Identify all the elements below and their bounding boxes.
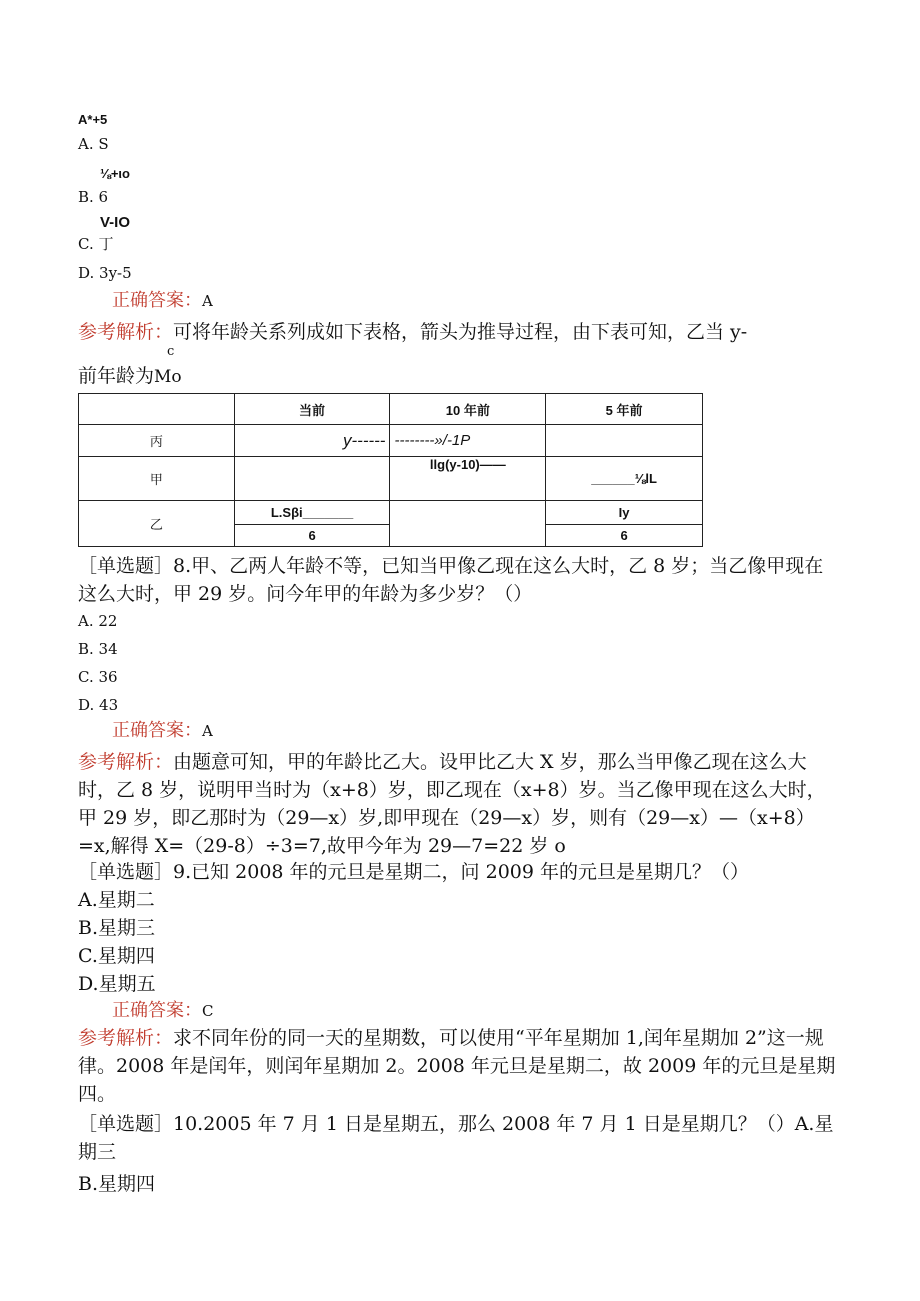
analysis-superscript: c bbox=[167, 344, 175, 359]
option-a[interactable]: A. 22 bbox=[78, 612, 118, 630]
table-cell: y------ bbox=[234, 425, 390, 457]
analysis-line2-text: 前年龄为 bbox=[78, 365, 155, 387]
table-header: 当前 bbox=[234, 394, 390, 425]
option-b[interactable]: B.星期四 bbox=[78, 1173, 156, 1195]
table-header: 10 年前 bbox=[390, 394, 546, 425]
row-label: 乙 bbox=[79, 501, 235, 547]
table-cell bbox=[234, 457, 390, 501]
question-10: ［单选题］10.2005 年 7 月 1 日是星期五，那么 2008 年 7 月 1 日是星期几？（）A.星期三 bbox=[78, 1113, 834, 1163]
table-cell: ______⅛lL bbox=[546, 457, 703, 501]
table-cell: L.Sβi_______ bbox=[234, 501, 390, 525]
age-table bbox=[78, 393, 703, 547]
answer-label: 正确答案： bbox=[112, 720, 202, 741]
question-8: ［单选题］8.甲、乙两人年龄不等，已知当甲像乙现在这么大时，乙 8 岁；当乙像甲现在这么大时，甲 29 岁。问今年甲的年龄为多少岁？（） bbox=[78, 555, 824, 605]
answer-value: C bbox=[202, 1002, 214, 1020]
table-cell: --------»/-1P bbox=[390, 425, 546, 457]
answer-label: 正确答案： bbox=[112, 1000, 202, 1021]
option-c[interactable]: C.星期四 bbox=[78, 945, 155, 967]
option-a[interactable]: A. S bbox=[78, 135, 109, 153]
option-c[interactable]: C. 丁 bbox=[78, 235, 114, 253]
table-cell: 6 bbox=[234, 525, 390, 547]
option-hint-b: ⅛+ιo bbox=[100, 166, 130, 181]
row-label: 丙 bbox=[79, 425, 235, 457]
analysis-label: 参考解析： bbox=[78, 1027, 174, 1049]
analysis-q7-line2 bbox=[78, 362, 182, 391]
analysis-text: 由题意可知，甲的年龄比乙大。设甲比乙大 X 岁，那么当甲像乙现在这么大时，乙 8 岁，说明甲当时为（x+8）岁，即乙现在（x+8）岁。当乙像甲现在这么大时，甲 29 岁，即乙那时为（29—x）岁,即甲现在（29—x）岁，则有（29—x）—（x+8）=x,解得 X=（29-8）÷3=7,故甲今年为 29—7=22 岁 o bbox=[78, 751, 826, 857]
answer-q9 bbox=[112, 1000, 213, 1022]
answer-value: A bbox=[202, 722, 213, 740]
row-label: 甲 bbox=[79, 457, 235, 501]
answer-value: A bbox=[202, 292, 213, 310]
table-header bbox=[79, 394, 235, 425]
answer-q8 bbox=[112, 720, 213, 742]
option-b[interactable]: B. 6 bbox=[78, 188, 109, 206]
option-b[interactable]: B.星期三 bbox=[78, 917, 156, 939]
table-cell bbox=[546, 425, 703, 457]
table-cell bbox=[390, 501, 546, 547]
table-cell: llg(y-10)—— bbox=[390, 457, 546, 501]
answer-label: 正确答案： bbox=[112, 290, 202, 311]
answer-q7 bbox=[112, 290, 213, 312]
option-d[interactable]: D.星期五 bbox=[78, 973, 156, 995]
analysis-q9 bbox=[78, 1024, 838, 1108]
option-b[interactable]: B. 34 bbox=[78, 640, 118, 658]
option-d[interactable]: D. 3y-5 bbox=[78, 264, 132, 282]
option-c[interactable]: C. 36 bbox=[78, 668, 118, 686]
table-cell: Iy bbox=[546, 501, 703, 525]
question-9: ［单选题］9.已知 2008 年的元旦是星期二，问 2009 年的元旦是星期几？（） bbox=[78, 861, 749, 883]
option-a[interactable]: A.星期二 bbox=[78, 889, 155, 911]
analysis-q8 bbox=[78, 748, 838, 860]
table-cell: 6 bbox=[546, 525, 703, 547]
analysis-text: 求不同年份的同一天的星期数，可以使用“平年星期加 1,闰年星期加 2”这一规律。2008 年是闰年，则闰年星期加 2。2008 年元旦是星期二，故 2009 年的元旦是星期四。 bbox=[78, 1027, 836, 1105]
analysis-line2-value: Mo bbox=[154, 367, 182, 387]
analysis-label: 参考解析： bbox=[78, 751, 174, 773]
option-hint-a: A*+5 bbox=[78, 112, 108, 127]
table-header: 5 年前 bbox=[546, 394, 703, 425]
analysis-text: 可将年龄关系列成如下表格，箭头为推导过程，由下表可知，乙当 y- bbox=[173, 321, 748, 343]
analysis-q7-line1 bbox=[78, 318, 747, 346]
option-hint-c: V-IO bbox=[100, 214, 131, 231]
analysis-label: 参考解析： bbox=[78, 321, 174, 343]
option-d[interactable]: D. 43 bbox=[78, 696, 119, 714]
